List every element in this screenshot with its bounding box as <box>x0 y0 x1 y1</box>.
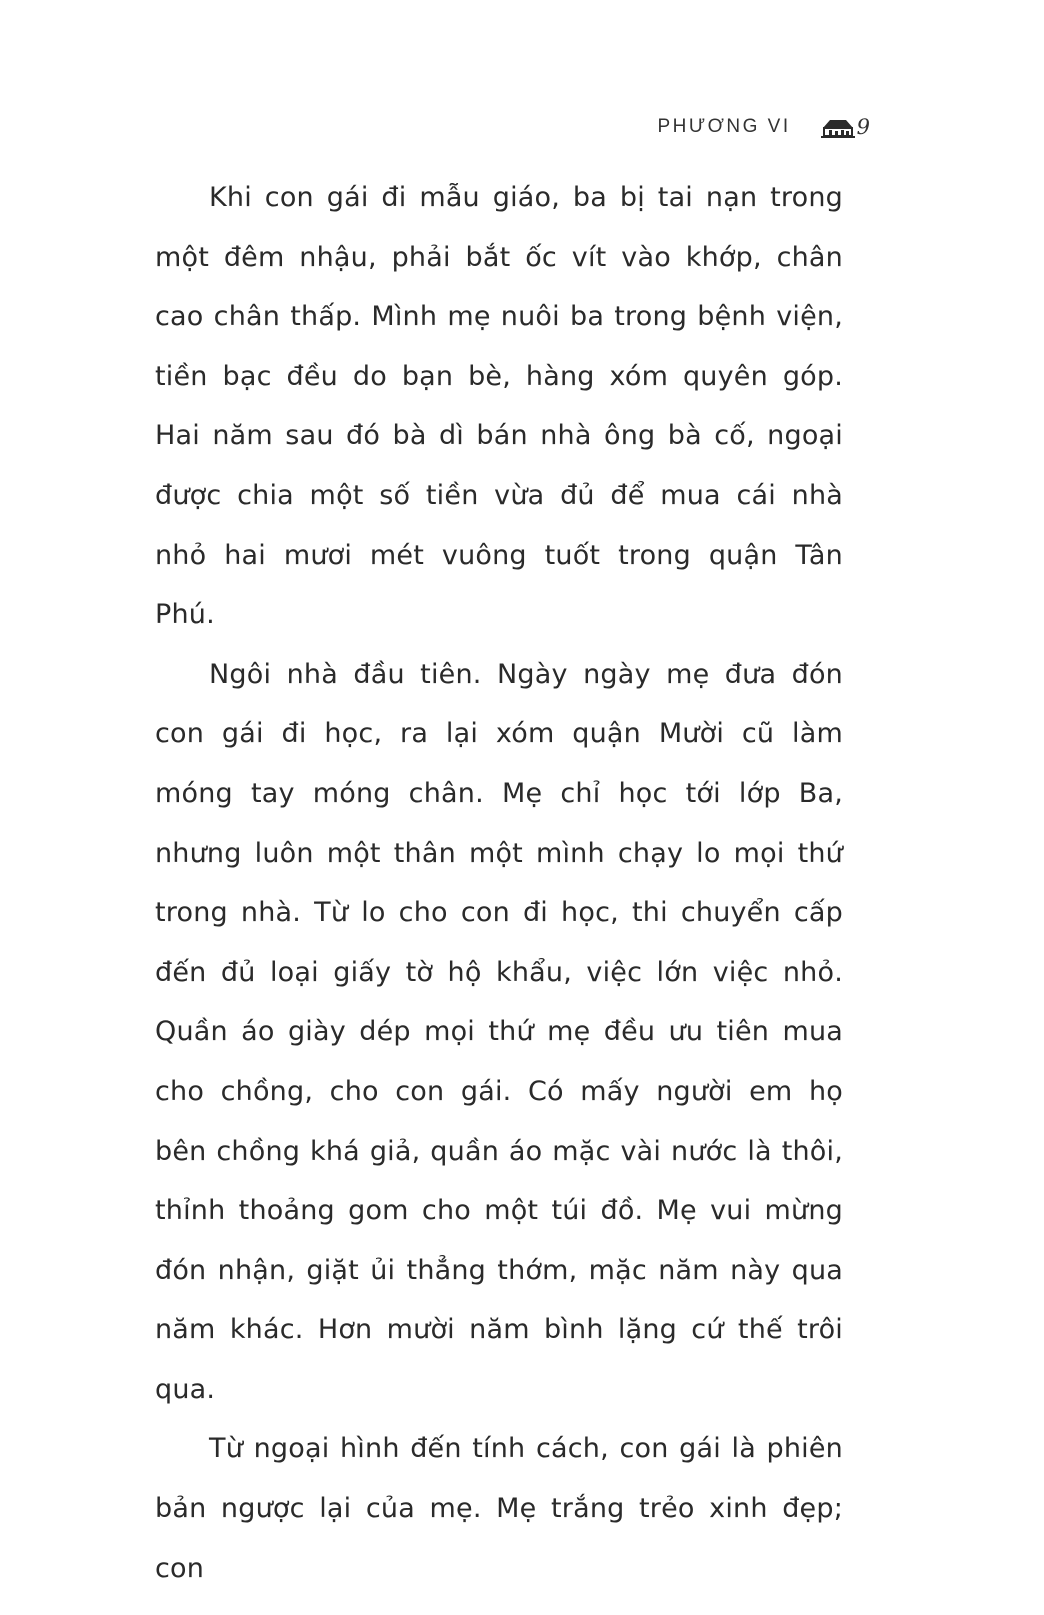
paragraph: Ngôi nhà đầu tiên. Ngày ngày mẹ đưa đón con gái đi học, ra lại xóm quận Mười cũ làm móng tay móng chân. Mẹ chỉ học tới lớp Ba, nhưng luôn một thân một mình chạy lo mọi thứ trong nhà. Từ lo cho con đi học, thi chuyển cấp đến đủ loại giấy tờ hộ khẩu, việc lớn việc nhỏ. Quần áo giày dép mọi thứ mẹ đều ưu tiên mua cho chồng, cho con gái. Có mấy người em họ bên chồng khá giả, quần áo mặc vài nước là thôi, thỉnh thoảng gom cho một túi đồ. Mẹ vui mừng đón nhận, giặt ủi thẳng thớm, mặc năm này qua năm khác. Hơn mười năm bình lặng cứ thế trôi qua. <box>155 658 843 1405</box>
page-number: 9 <box>856 115 870 139</box>
running-header <box>657 116 870 138</box>
body-text <box>155 168 843 1598</box>
house-icon <box>821 116 855 138</box>
paragraph: Khi con gái đi mẫu giáo, ba bị tai nạn trong một đêm nhậu, phải bắt ốc vít vào khớp, chân cao chân thấp. Mình mẹ nuôi ba trong bệnh viện, tiền bạc đều do bạn bè, hàng xóm quyên góp. Hai năm sau đó bà dì bán nhà ông bà cố, ngoại được chia một số tiền vừa đủ để mua cái nhà nhỏ hai mươi mét vuông tuốt trong quận Tân Phú. <box>155 182 843 631</box>
header-mark <box>821 116 870 138</box>
paragraph: Từ ngoại hình đến tính cách, con gái là phiên bản ngược lại của mẹ. Mẹ trắng trẻo xinh đẹp; con <box>155 1433 843 1584</box>
author-name: PHƯƠNG VI <box>657 116 791 137</box>
